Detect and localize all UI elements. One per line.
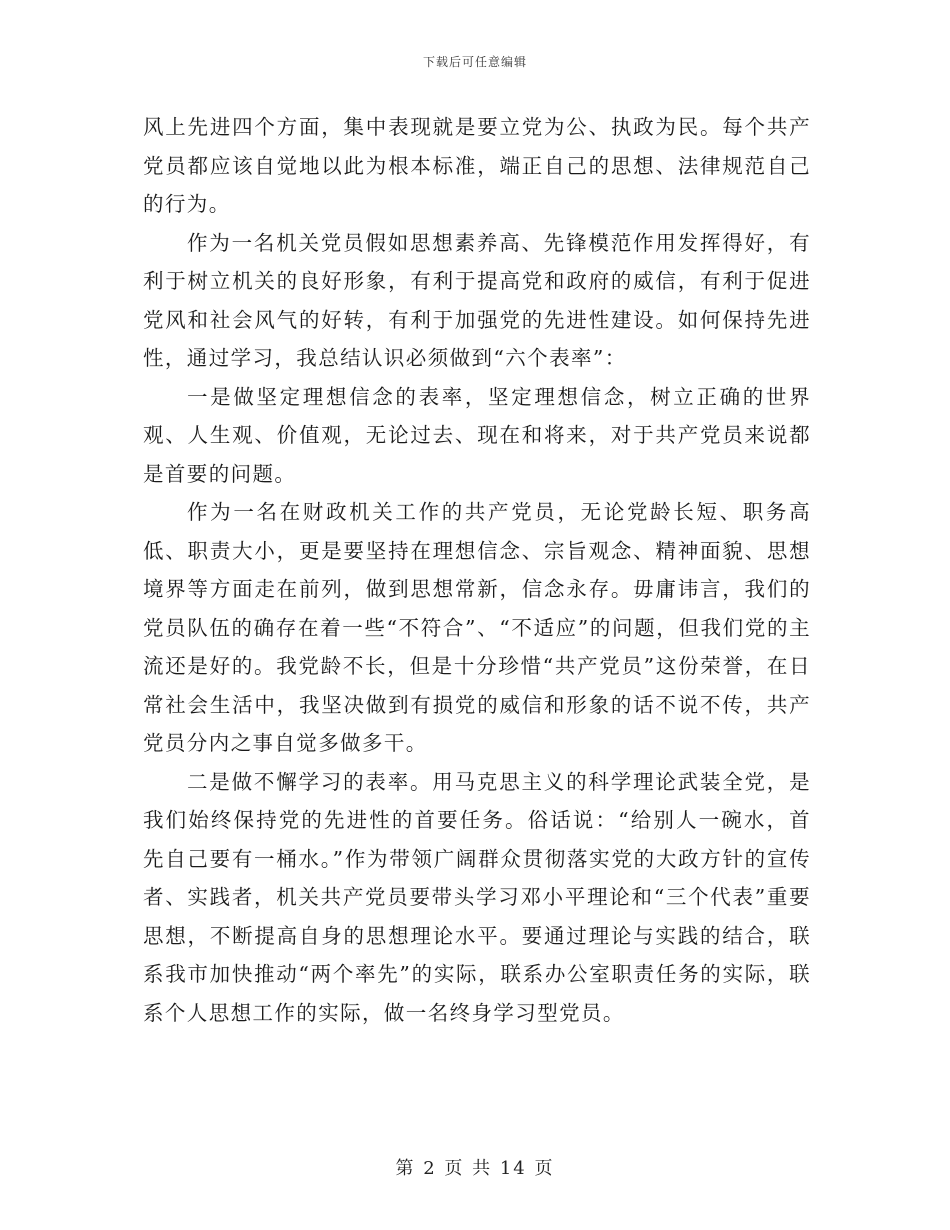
document-body [143,108,811,1032]
paragraph: 作为一名机关党员假如思想素养高、先锋模范作用发挥得好，有利于树立机关的良好形象，有利于提高党和政府的威信，有利于促进党风和社会风气的好转，有利于加强党的先进性建设。如何保持先进性，通过学习，我总结认识必须做到“六个表率”： [143,230,811,370]
page-header: 下载后可任意编辑 [422,55,527,69]
paragraph-continuation: 风上先进四个方面，集中表现就是要立党为公、执政为民。每个共产党员都应该自觉地以此为根本标准，端正自己的思想、法律规范自己的行为。 [143,115,811,216]
paragraph: 二是做不懈学习的表率。用马克思主义的科学理论武装全党，是我们始终保持党的先进性的首要任务。俗话说：“给别人一碗水，首先自己要有一桶水。”作为带领广阔群众贯彻落实党的大政方针的宣传者、实践者，机关共产党员要带头学习邓小平理论和“三个代表”重要思想，不断提高自身的思想理论水平。要通过理论与实践的结合，联系我市加快推动“两个率先”的实际，联系办公室职责任务的实际，联系个人思想工作的实际，做一名终身学习型党员。 [143,769,811,1025]
page-number-footer: 第 2 页 共 14 页 [395,1158,555,1179]
paragraph: 一是做坚定理想信念的表率，坚定理想信念，树立正确的世界观、人生观、价值观，无论过去、现在和将来，对于共产党员来说都是首要的问题。 [143,384,811,486]
paragraph: 作为一名在财政机关工作的共产党员，无论党龄长短、职务高低、职责大小，更是要坚持在理想信念、宗旨观念、精神面貌、思想境界等方面走在前列，做到思想常新，信念永存。毋庸讳言，我们的党员队伍的确存在着一些“不符合”、“不适应”的问题，但我们党的主流还是好的。我党龄不长，但是十分珍惜“共产党员”这份荣誉，在日常社会生活中，我坚决做到有损党的威信和形象的话不说不传，共产党员分内之事自觉多做多干。 [143,500,811,755]
